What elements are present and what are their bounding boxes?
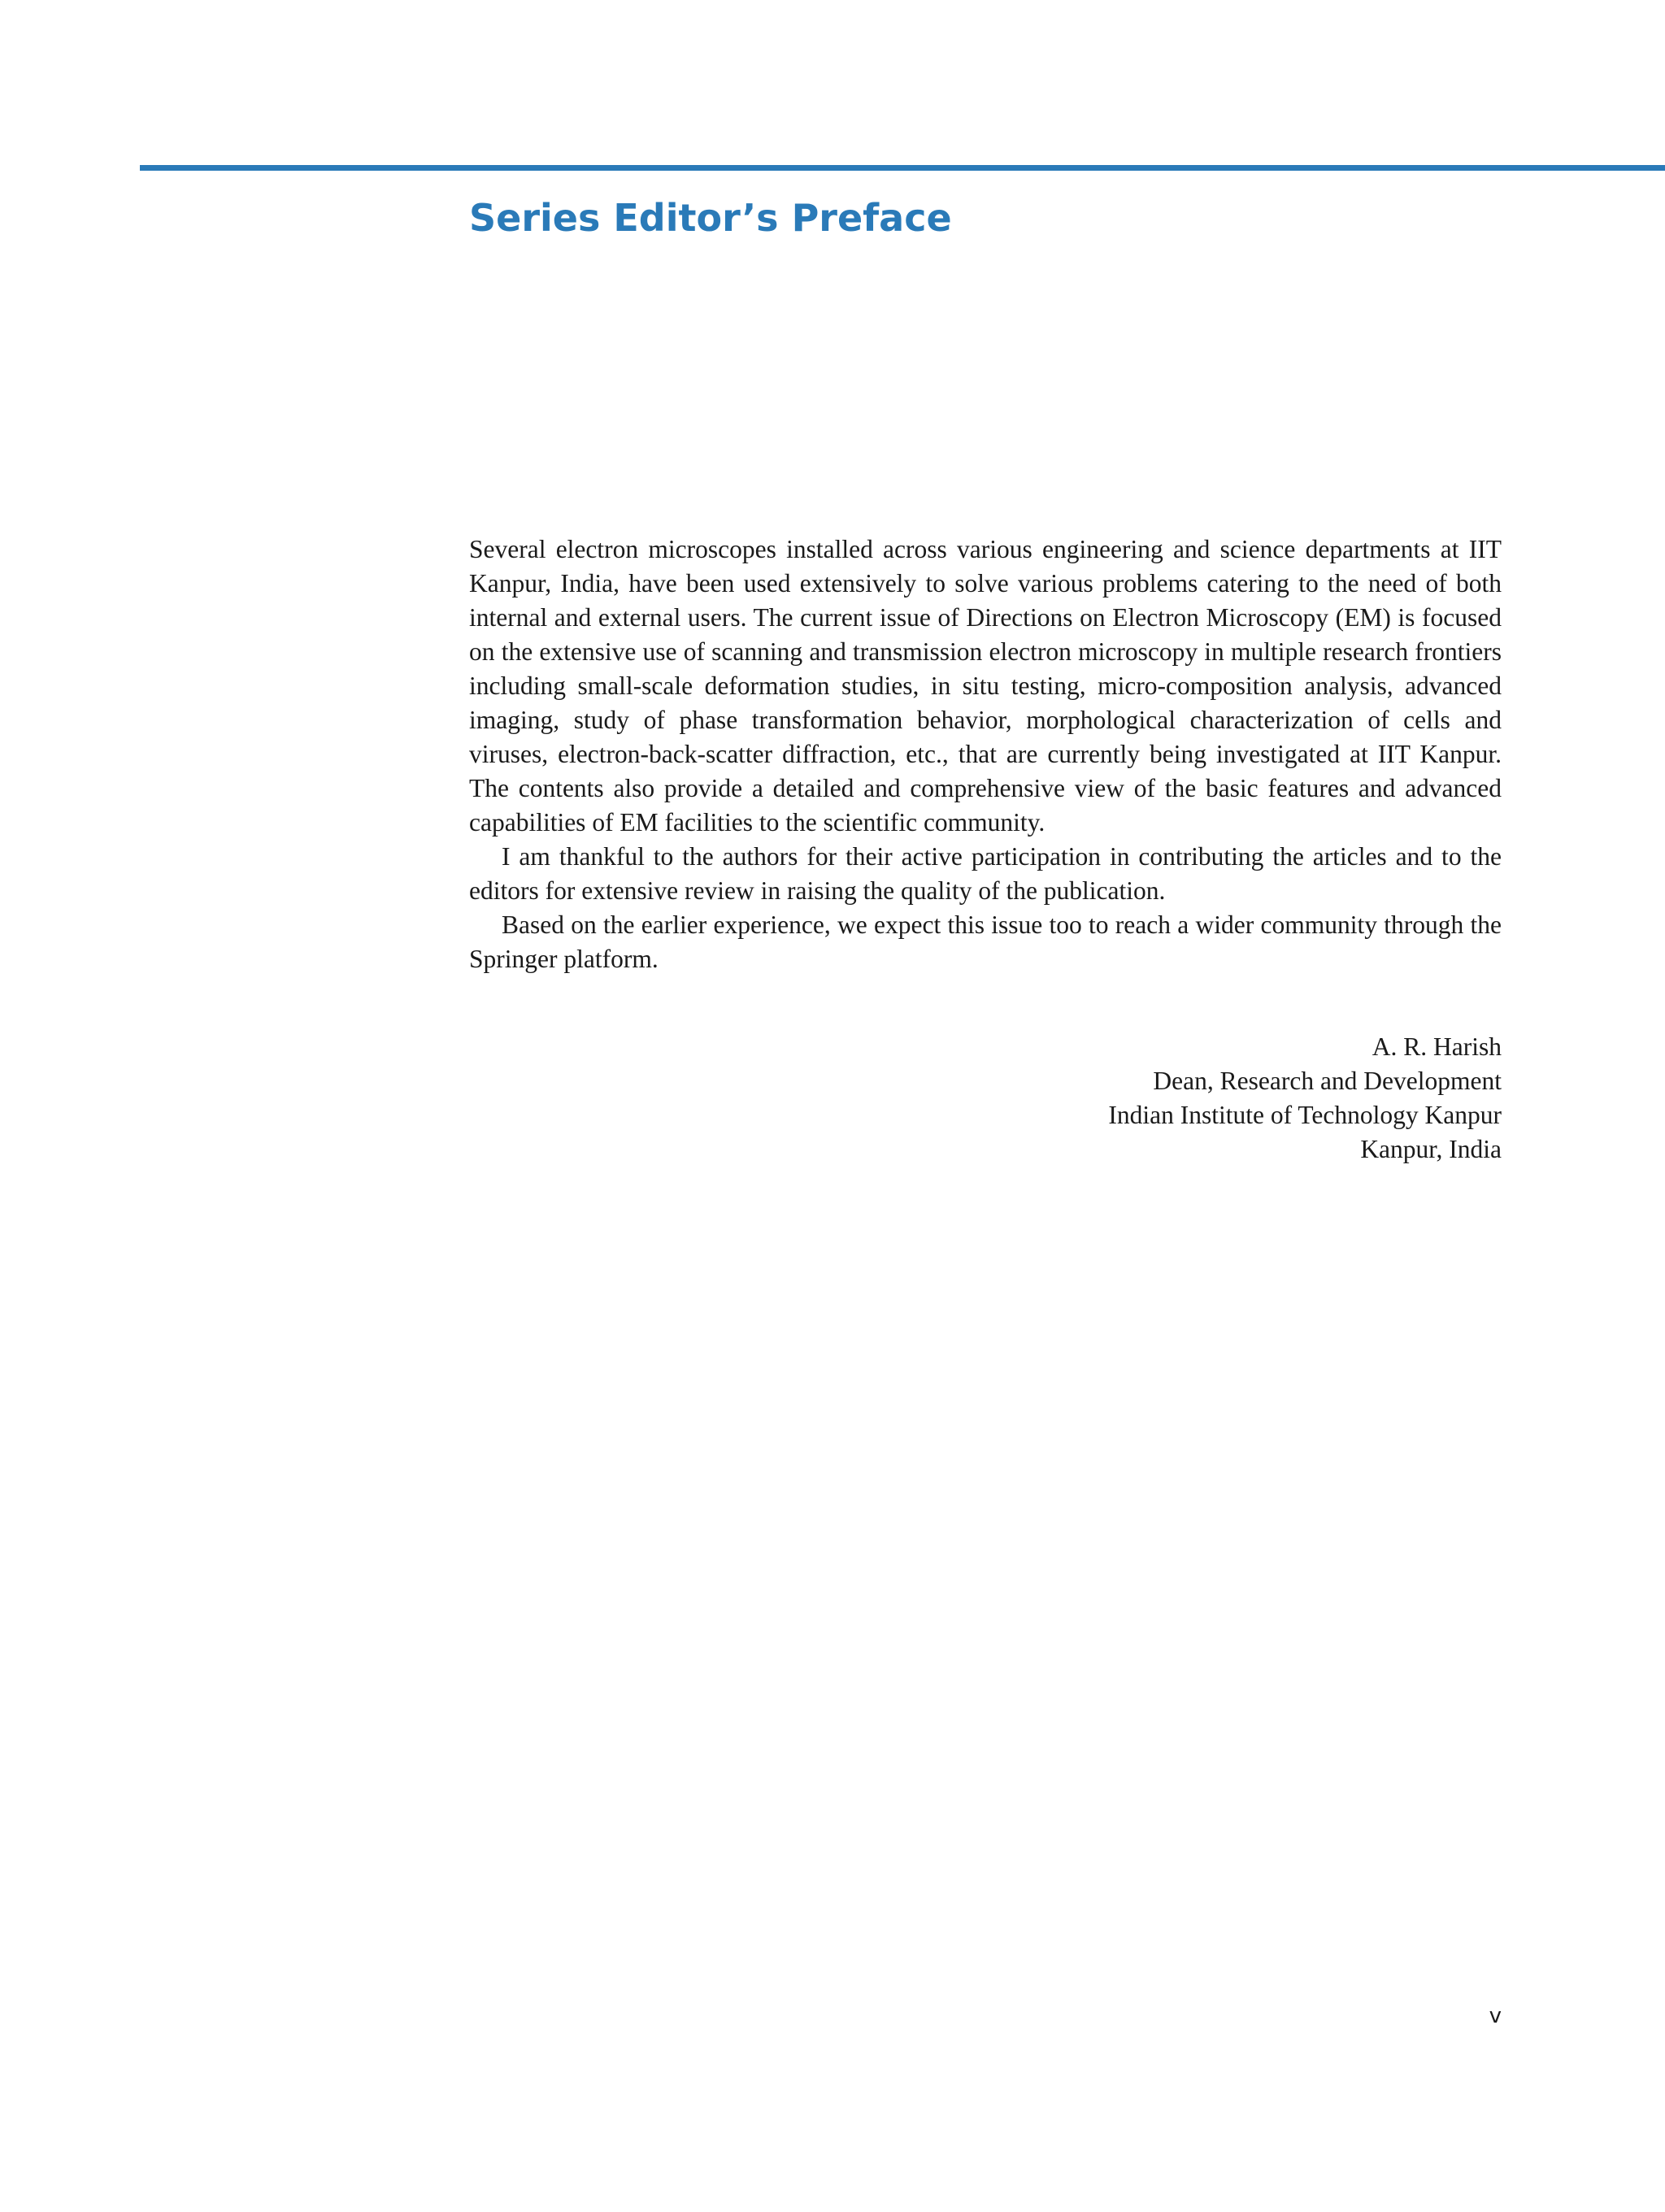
page-number: v	[1489, 2004, 1502, 2028]
signature-institution: Indian Institute of Technology Kanpur	[1108, 1101, 1502, 1129]
signature-location: Kanpur, India	[1360, 1135, 1502, 1163]
paragraph-1: Several electron microscopes installed across various engineering and science departments at IIT Kanpur, India, have been used extensively to solve various problems catering to the need of both internal and external users. The current issue of Directions on Electron Microscopy (EM) is focused on the extensive use of scanning and transmission electron microscopy in multiple research frontiers including small-scale deformation studies, in situ testing, micro-composition analysis, advanced imaging, study of phase transformation behavior, morphological characterization of cells and viruses, electron-back-scatter diffraction, etc., that are currently being investigated at IIT Kanpur. The contents also provide a detailed and comprehensive view of the basic features and advanced capabilities of EM facilities to the scientific community.	[469, 535, 1502, 837]
header-rule	[140, 165, 1665, 171]
paragraph-3: Based on the earlier experience, we expect this issue too to reach a wider community through the Springer platform.	[469, 910, 1502, 973]
signature-name: A. R. Harish	[1372, 1032, 1502, 1061]
paragraph-2: I am thankful to the authors for their active participation in contributing the articles and to the editors for extensive review in raising the quality of the publication.	[469, 842, 1502, 905]
signature-block	[813, 1030, 1502, 1167]
page-title: Series Editor’s Preface	[469, 196, 952, 240]
signature-position: Dean, Research and Development	[1153, 1067, 1502, 1095]
preface-body	[469, 532, 1502, 976]
